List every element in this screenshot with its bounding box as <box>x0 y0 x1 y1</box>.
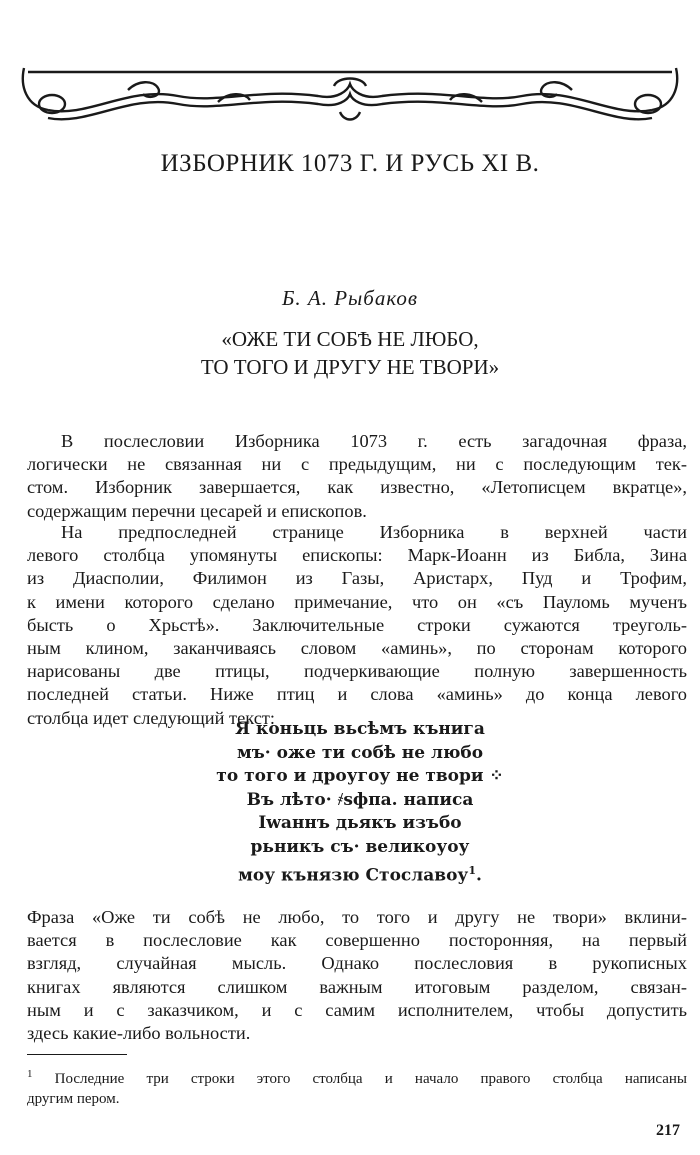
text-line: последней статьи. Ниже птиц и слова «аминь» до конца левого <box>27 684 687 705</box>
text-line: стом. Изборник завершается, как известно, «Летописцем вкратце», <box>27 477 687 498</box>
paragraph-2 <box>27 521 687 730</box>
text-line: содержащим перечни цесарей и епископов. <box>27 500 367 521</box>
author-name: Б. А. Рыбаков <box>282 286 418 310</box>
text-line: логически не связанная ни с предыдущим, ни с последующим тек- <box>27 454 687 475</box>
page-number: 217 <box>656 1122 680 1139</box>
text-line: бысть о Хрьстѣ». Заключительные строки сужаются треуголь- <box>27 614 687 635</box>
text-line: вается в послесловие как совершенно посторонняя, на первый <box>27 930 687 951</box>
quote-line-text: моу кънязю Стославоу <box>238 865 469 886</box>
text-line: ным клином, заканчиваясь словом «аминь», по сторонам которого <box>27 638 687 659</box>
text-line: из Диасполии, Филимон из Газы, Аристарх, Пуд и Трофим, <box>27 568 687 589</box>
section-heading-line: ТО ТОГО И ДРУГУ НЕ ТВОРИ» <box>200 355 500 379</box>
footnote <box>27 1064 687 1109</box>
text-line: Фраза «Оже ти собѣ не любо, то того и другу не твори» вклини- <box>27 907 687 927</box>
text-line: На предпоследней странице Изборника в верхней части <box>61 522 687 542</box>
text-line: В послесловии Изборника 1073 г. есть загадочная фраза, <box>61 431 687 451</box>
text-line: левого столбца упомянуты епископы: Марк-Иоанн из Библа, Зина <box>27 545 687 566</box>
text-line: столбца идет следующий текст: <box>27 707 276 728</box>
footnote-line: другим пером. <box>27 1091 120 1107</box>
quote-line: Iwаннъ дьякъ изъбо <box>258 813 462 833</box>
quote-line: Я коньць вьсѣмъ кънига <box>235 719 485 739</box>
text-line: к имени которого сделано примечание, что он «съ Пауломь мученъ <box>27 591 687 612</box>
footnote-reference: 1 <box>468 864 476 877</box>
text-line: книгах являются слишком важным итоговым разделом, связан- <box>27 976 687 997</box>
quote-line: моу кънязю Стославоу$^1$. <box>238 864 482 886</box>
section-heading-line: «ОЖЕ ТИ СОБѢ НЕ ЛЮБО, <box>221 327 479 351</box>
quote-line: Въ лѣто· ҂ѕфпа. написа <box>246 789 474 810</box>
footnote-text: Последние три строки этого столбца и начало правого столбца написаны <box>54 1071 687 1087</box>
text-line: здесь какие-либо вольности. <box>27 1023 251 1044</box>
old-russian-quotation <box>180 718 540 888</box>
footnote-mark: 1 <box>27 1068 33 1080</box>
paragraph-1 <box>27 430 687 523</box>
decorative-headpiece-ornament <box>18 66 682 128</box>
text-line: ным и с заказчиком, и с самим исполнителем, чтобы допустить <box>27 999 687 1020</box>
article-title: ИЗБОРНИК 1073 Г. И РУСЬ XI В. <box>160 150 540 177</box>
footnote-separator <box>27 1054 127 1055</box>
paragraph-3 <box>27 906 687 1045</box>
text-line: нарисованы две птицы, подчеркивающие полную завершенность <box>27 661 687 682</box>
footnote-line <box>27 1064 687 1089</box>
section-heading <box>0 325 700 381</box>
quote-line: рьникъ съ· великоуоу <box>250 836 470 857</box>
quote-line: то того и дроугоу не твори ⁘ <box>216 766 504 786</box>
quote-line: мъ· оже ти собѣ не любо <box>236 742 484 763</box>
text-line: взгляд, случайная мысль. Однако послесловия в рукописных <box>27 953 687 974</box>
